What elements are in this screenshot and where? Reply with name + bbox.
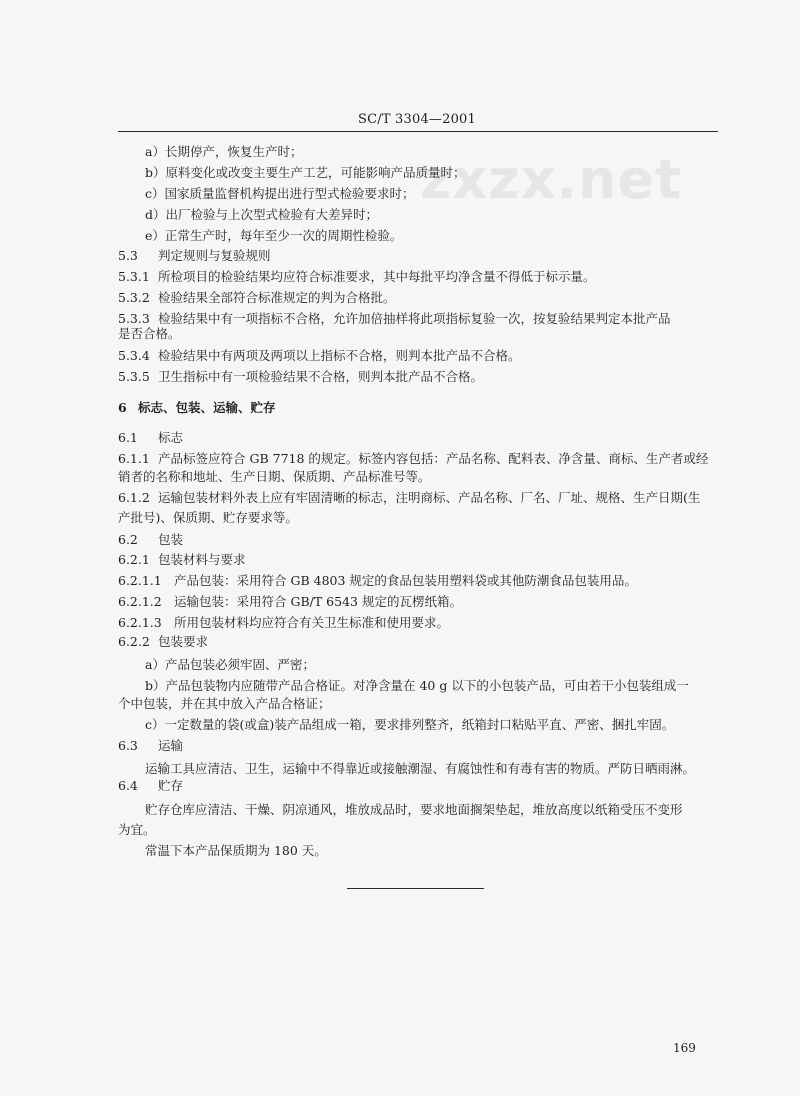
- clause-number: 6.1.2: [118, 490, 150, 505]
- storage-paragraph-continued: 为宜。: [118, 822, 156, 837]
- clause-text: 所用包装材料均应符合有关卫生标准和使用要求。: [174, 615, 450, 630]
- clause-text: 卫生指标中有一项检验结果不合格，则判本批产品不合格。: [158, 369, 484, 384]
- clause-5-3-2: [118, 290, 396, 306]
- section-6-3: [118, 738, 183, 754]
- clause-number: 6.2.2: [118, 634, 150, 649]
- standard-number-header: SC/T 3304—2001: [358, 112, 477, 127]
- clause-text: 所检项目的检验结果均应符合标准要求，其中每批平均净含量不得低于标示量。: [158, 269, 596, 284]
- packaging-item-a: a）产品包装必须牢固、严密；: [145, 657, 315, 672]
- section-title: 标志: [158, 430, 184, 445]
- clause-5-3-1: [118, 269, 596, 285]
- page-number: 169: [673, 1041, 696, 1055]
- section-number: 6.3: [118, 738, 138, 753]
- clause-number: 6.2.1.2: [118, 594, 162, 609]
- clause-number: 5.3.4: [118, 348, 150, 363]
- list-item-e: e）正常生产时，每年至少一次的周期性检验。: [145, 228, 403, 243]
- section-5-3: [118, 248, 271, 264]
- section-title: 贮存: [158, 778, 184, 793]
- chapter-6-heading: [118, 400, 276, 416]
- clause-text: 产品标签应符合 GB 7718 的规定。标签内容包括：产品名称、配料表、净含量、商标、生产者或经: [158, 451, 709, 466]
- section-number: 5.3: [118, 248, 138, 263]
- clause-number: 6.2.1.3: [118, 615, 162, 630]
- clause-number: 5.3.1: [118, 269, 150, 284]
- section-number: 6.2: [118, 532, 138, 547]
- clause-text: 检验结果中有一项指标不合格，允许加倍抽样将此项指标复验一次，按复验结果判定本批产品: [158, 311, 671, 326]
- section-6-4: [118, 778, 183, 794]
- clause-6-1-1-continued: 销者的名称和地址、生产日期、保质期、产品标准号等。: [118, 469, 431, 484]
- clause-5-3-5: [118, 369, 483, 385]
- clause-text: 包装材料与要求: [158, 552, 246, 567]
- clause-6-1-2-continued: 产批号)、保质期、贮存要求等。: [118, 510, 298, 525]
- clause-5-3-4: [118, 348, 521, 364]
- clause-text: 检验结果全部符合标准规定的判为合格批。: [158, 290, 396, 305]
- clause-6-2-2: [118, 634, 208, 650]
- list-item-d: d）出厂检验与上次型式检验有大差异时；: [145, 207, 379, 222]
- clause-6-2-1-3: [118, 615, 449, 631]
- clause-text: 包装要求: [158, 634, 209, 649]
- clause-number: 6.1.1: [118, 451, 150, 466]
- section-number: 6.1: [118, 430, 138, 445]
- section-title: 运输: [158, 738, 184, 753]
- clause-5-3-3-continued: 是否合格。: [118, 326, 181, 341]
- section-title: 包装: [158, 532, 184, 547]
- clause-text: 产品包装：采用符合 GB 4803 规定的食品包装用塑料袋或其他防潮食品包装用品。: [174, 573, 637, 588]
- clause-number: 5.3.3: [118, 311, 150, 326]
- watermark: zxzx.net: [420, 148, 682, 211]
- section-number: 6.4: [118, 778, 138, 793]
- clause-number: 6.2.1.1: [118, 573, 162, 588]
- clause-number: 5.3.5: [118, 369, 150, 384]
- storage-paragraph: 贮存仓库应清洁、干燥、阴凉通风，堆放成品时，要求地面搁架垫起，堆放高度以纸箱受压不变形: [145, 802, 683, 817]
- shelf-life-paragraph: 常温下本产品保质期为 180 天。: [145, 843, 327, 858]
- chapter-number: 6: [118, 400, 127, 415]
- clause-6-1-1: [118, 451, 708, 467]
- clause-6-2-1-1: [118, 573, 637, 589]
- section-6-1: [118, 430, 183, 446]
- packaging-item-c: c）一定数量的袋(或盒)装产品组成一箱，要求排列整齐，纸箱封口粘贴平直、严密、捆扎牢固。: [145, 717, 675, 732]
- chapter-title: 标志、包装、运输、贮存: [138, 400, 276, 415]
- clause-number: 6.2.1: [118, 552, 150, 567]
- list-item-c: c）国家质量监督机构提出进行型式检验要求时；: [145, 186, 415, 201]
- packaging-item-b-continued: 个中包装，并在其中放入产品合格证；: [118, 696, 331, 711]
- list-item-a: a）长期停产，恢复生产时；: [145, 144, 303, 159]
- clause-6-2-1-2: [118, 594, 462, 610]
- clause-6-1-2: [118, 490, 700, 506]
- clause-5-3-3: [118, 311, 671, 327]
- transport-paragraph: 运输工具应清洁、卫生，运输中不得靠近或接触潮湿、有腐蚀性和有毒有害的物质。严防日晒雨淋。: [145, 761, 696, 776]
- list-item-b: b）原料变化或改变主要生产工艺，可能影响产品质量时；: [145, 165, 466, 180]
- clause-number: 5.3.2: [118, 290, 150, 305]
- clause-text: 运输包装：采用符合 GB/T 6543 规定的瓦楞纸箱。: [174, 594, 462, 609]
- clause-text: 运输包装材料外表上应有牢固清晰的标志，注明商标、产品名称、厂名、厂址、规格、生产日期(生: [158, 490, 701, 505]
- section-6-2: [118, 532, 183, 548]
- section-title: 判定规则与复验规则: [158, 248, 271, 263]
- end-rule: [347, 888, 484, 889]
- clause-text: 检验结果中有两项及两项以上指标不合格，则判本批产品不合格。: [158, 348, 521, 363]
- packaging-item-b: b）产品包装物内应随带产品合格证。对净含量在 40 g 以下的小包装产品，可由若干小包装组成一: [145, 678, 689, 693]
- clause-6-2-1: [118, 552, 246, 568]
- header-rule: [118, 131, 718, 132]
